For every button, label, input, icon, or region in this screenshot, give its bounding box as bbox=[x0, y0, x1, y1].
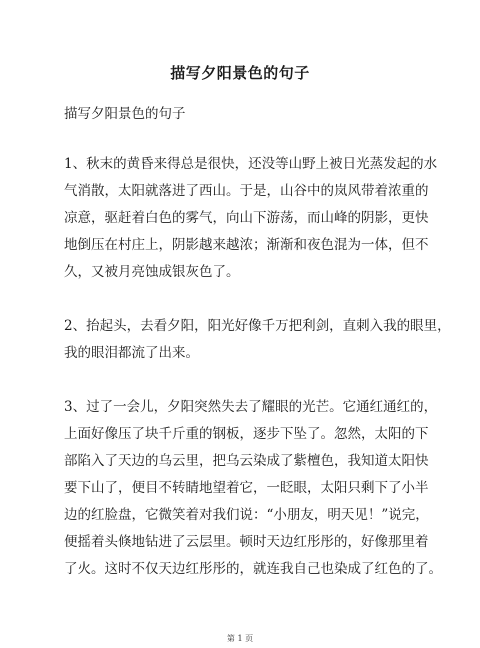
paragraph-1 bbox=[64, 151, 438, 286]
paragraph-line: 2、抬起头，去看夕阳，阳光好像千万把利剑，直刺入我的眼里， bbox=[64, 318, 451, 334]
paragraph-2 bbox=[64, 313, 451, 367]
paragraph-line: 要下山了，便目不转睛地望着它，一眨眼，太阳只剩下了小半 bbox=[64, 480, 429, 496]
paragraph-line: 便摇着头倏地钻进了云层里。顿时天边红彤彤的，好像那里着 bbox=[64, 534, 429, 550]
document-title: 描写夕阳景色的句子 bbox=[170, 64, 310, 82]
document-subtitle: 描写夕阳景色的句子 bbox=[64, 106, 186, 122]
paragraph-line: 部陷入了天边的乌云里，把乌云染成了紫檀色，我知道太阳快 bbox=[64, 453, 429, 469]
paragraph-line: 3、过了一会儿，夕阳突然失去了耀眼的光芒。它通红通红的， bbox=[64, 399, 438, 415]
paragraph-line: 了火。这时不仅天边红彤彤的，就连我自己也染成了红色的了。 bbox=[64, 561, 442, 577]
paragraph-line: 久，又被月亮蚀成银灰色了。 bbox=[64, 264, 240, 280]
paragraph-line: 我的眼泪都流了出来。 bbox=[64, 345, 199, 361]
page-number-footer: 第 1 页 bbox=[226, 634, 254, 643]
paragraph-3 bbox=[64, 394, 442, 583]
paragraph-line: 1、秋末的黄昏来得总是很快，还没等山野上被日光蒸发起的水 bbox=[64, 156, 438, 172]
paragraph-line: 凉意，驱赶着白色的雾气，向山下游荡，而山峰的阴影，更快 bbox=[64, 210, 429, 226]
paragraph-line: 地倒压在村庄上，阴影越来越浓；渐渐和夜色混为一体，但不 bbox=[64, 237, 429, 253]
paragraph-line: 边的红脸盘，它微笑着对我们说：“小朋友，明天见！”说完， bbox=[64, 507, 429, 523]
paragraph-line: 气消散，太阳就落进了西山。于是，山谷中的岚风带着浓重的 bbox=[64, 183, 429, 199]
paragraph-line: 上面好像压了块千斤重的钢板，逐步下坠了。忽然，太阳的下 bbox=[64, 426, 429, 442]
